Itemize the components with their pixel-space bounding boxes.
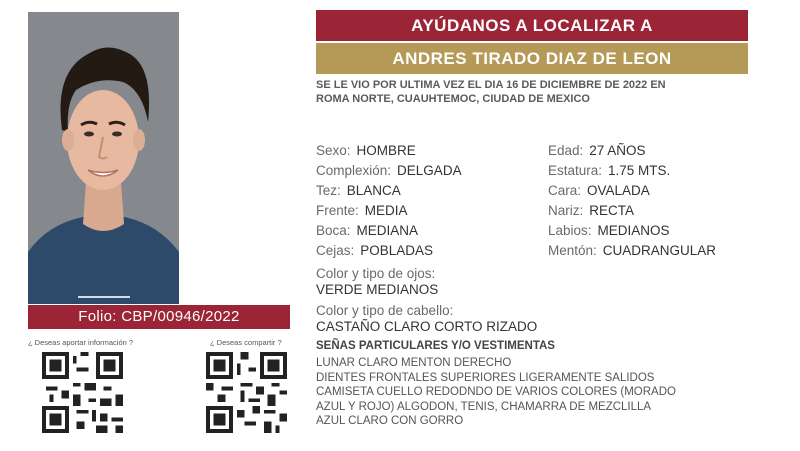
last-seen-info <box>316 78 756 106</box>
senas-line: AZUL CLARO CON GORRO <box>316 415 464 427</box>
field-estatura <box>548 163 670 178</box>
field-menton <box>548 243 716 258</box>
qr-share-label: ¿ Deseas compartir ? <box>210 338 282 347</box>
qr-info-label: ¿ Deseas aportar información ? <box>28 338 134 347</box>
qr-code-share[interactable] <box>206 352 287 433</box>
field-label: Boca: <box>316 223 351 238</box>
missing-person-photo <box>28 12 179 304</box>
field-value: POBLADAS <box>360 243 434 258</box>
cabello-value: CASTAÑO CLARO CORTO RIZADO <box>316 319 538 334</box>
senas-line: DIENTES FRONTALES SUPERIORES LIGERAMENTE SALIDOS <box>316 371 655 384</box>
senas-list <box>316 356 676 429</box>
field-value: 27 AÑOS <box>589 143 646 158</box>
last-seen-line-1: SE LE VIO POR ULTIMA VEZ EL DIA 16 DE DICIEMBRE DE 2022 EN <box>316 79 666 91</box>
senas-title: SEÑAS PARTICULARES Y/O VESTIMENTAS <box>316 340 555 352</box>
field-complexion <box>316 163 462 178</box>
field-boca <box>316 223 418 238</box>
field-value: BLANCA <box>346 183 401 198</box>
qr-code-info[interactable] <box>42 352 123 433</box>
field-label: Complexión: <box>316 163 392 178</box>
cabello-label: Color y tipo de cabello: <box>316 303 454 318</box>
field-label: Labios: <box>548 223 592 238</box>
field-sexo <box>316 143 416 158</box>
folio-number: Folio: CBP/00946/2022 <box>28 305 290 329</box>
field-label: Tez: <box>316 183 341 198</box>
field-label: Frente: <box>316 203 359 218</box>
field-label: Edad: <box>548 143 584 158</box>
field-value: MEDIANOS <box>597 223 670 238</box>
field-label: Nariz: <box>548 203 584 218</box>
senas-line: AZUL Y ROJO) ALGODON, TENIS, CHAMARRA DE MEZCLILLA <box>316 400 652 413</box>
field-value: MEDIA <box>364 203 408 218</box>
field-value: DELGADA <box>397 163 462 178</box>
field-label: Sexo: <box>316 143 351 158</box>
field-label: Mentón: <box>548 243 597 258</box>
field-value: MEDIANA <box>356 223 419 238</box>
field-cara <box>548 183 650 198</box>
field-value: HOMBRE <box>356 143 416 158</box>
field-frente <box>316 203 408 218</box>
field-value: CUADRANGULAR <box>602 243 717 258</box>
field-labios <box>548 223 670 238</box>
field-cejas <box>316 243 433 258</box>
field-value: 1.75 MTS. <box>608 163 671 178</box>
last-seen-line-2: ROMA NORTE, CUAUHTEMOC, CIUDAD DE MEXICO <box>316 93 590 105</box>
field-label: Estatura: <box>548 163 603 178</box>
senas-line: LUNAR CLARO MENTON DERECHO <box>316 357 512 369</box>
field-tez <box>316 183 401 198</box>
field-value: OVALADA <box>587 183 650 198</box>
senas-line: CAMISETA CUELLO REDODNDO DE VARIOS COLORES (MORADO <box>316 386 676 398</box>
ojos-label: Color y tipo de ojos: <box>316 266 436 281</box>
person-portrait <box>28 12 179 304</box>
alert-title: AYÚDANOS A LOCALIZAR A <box>316 10 748 41</box>
field-nariz <box>548 203 634 218</box>
field-label: Cara: <box>548 183 582 198</box>
field-label: Cejas: <box>316 243 355 258</box>
person-name: ANDRES TIRADO DIAZ DE LEON <box>316 43 748 74</box>
ojos-value: VERDE MEDIANOS <box>316 282 439 297</box>
field-edad <box>548 143 646 158</box>
field-value: RECTA <box>589 203 635 218</box>
